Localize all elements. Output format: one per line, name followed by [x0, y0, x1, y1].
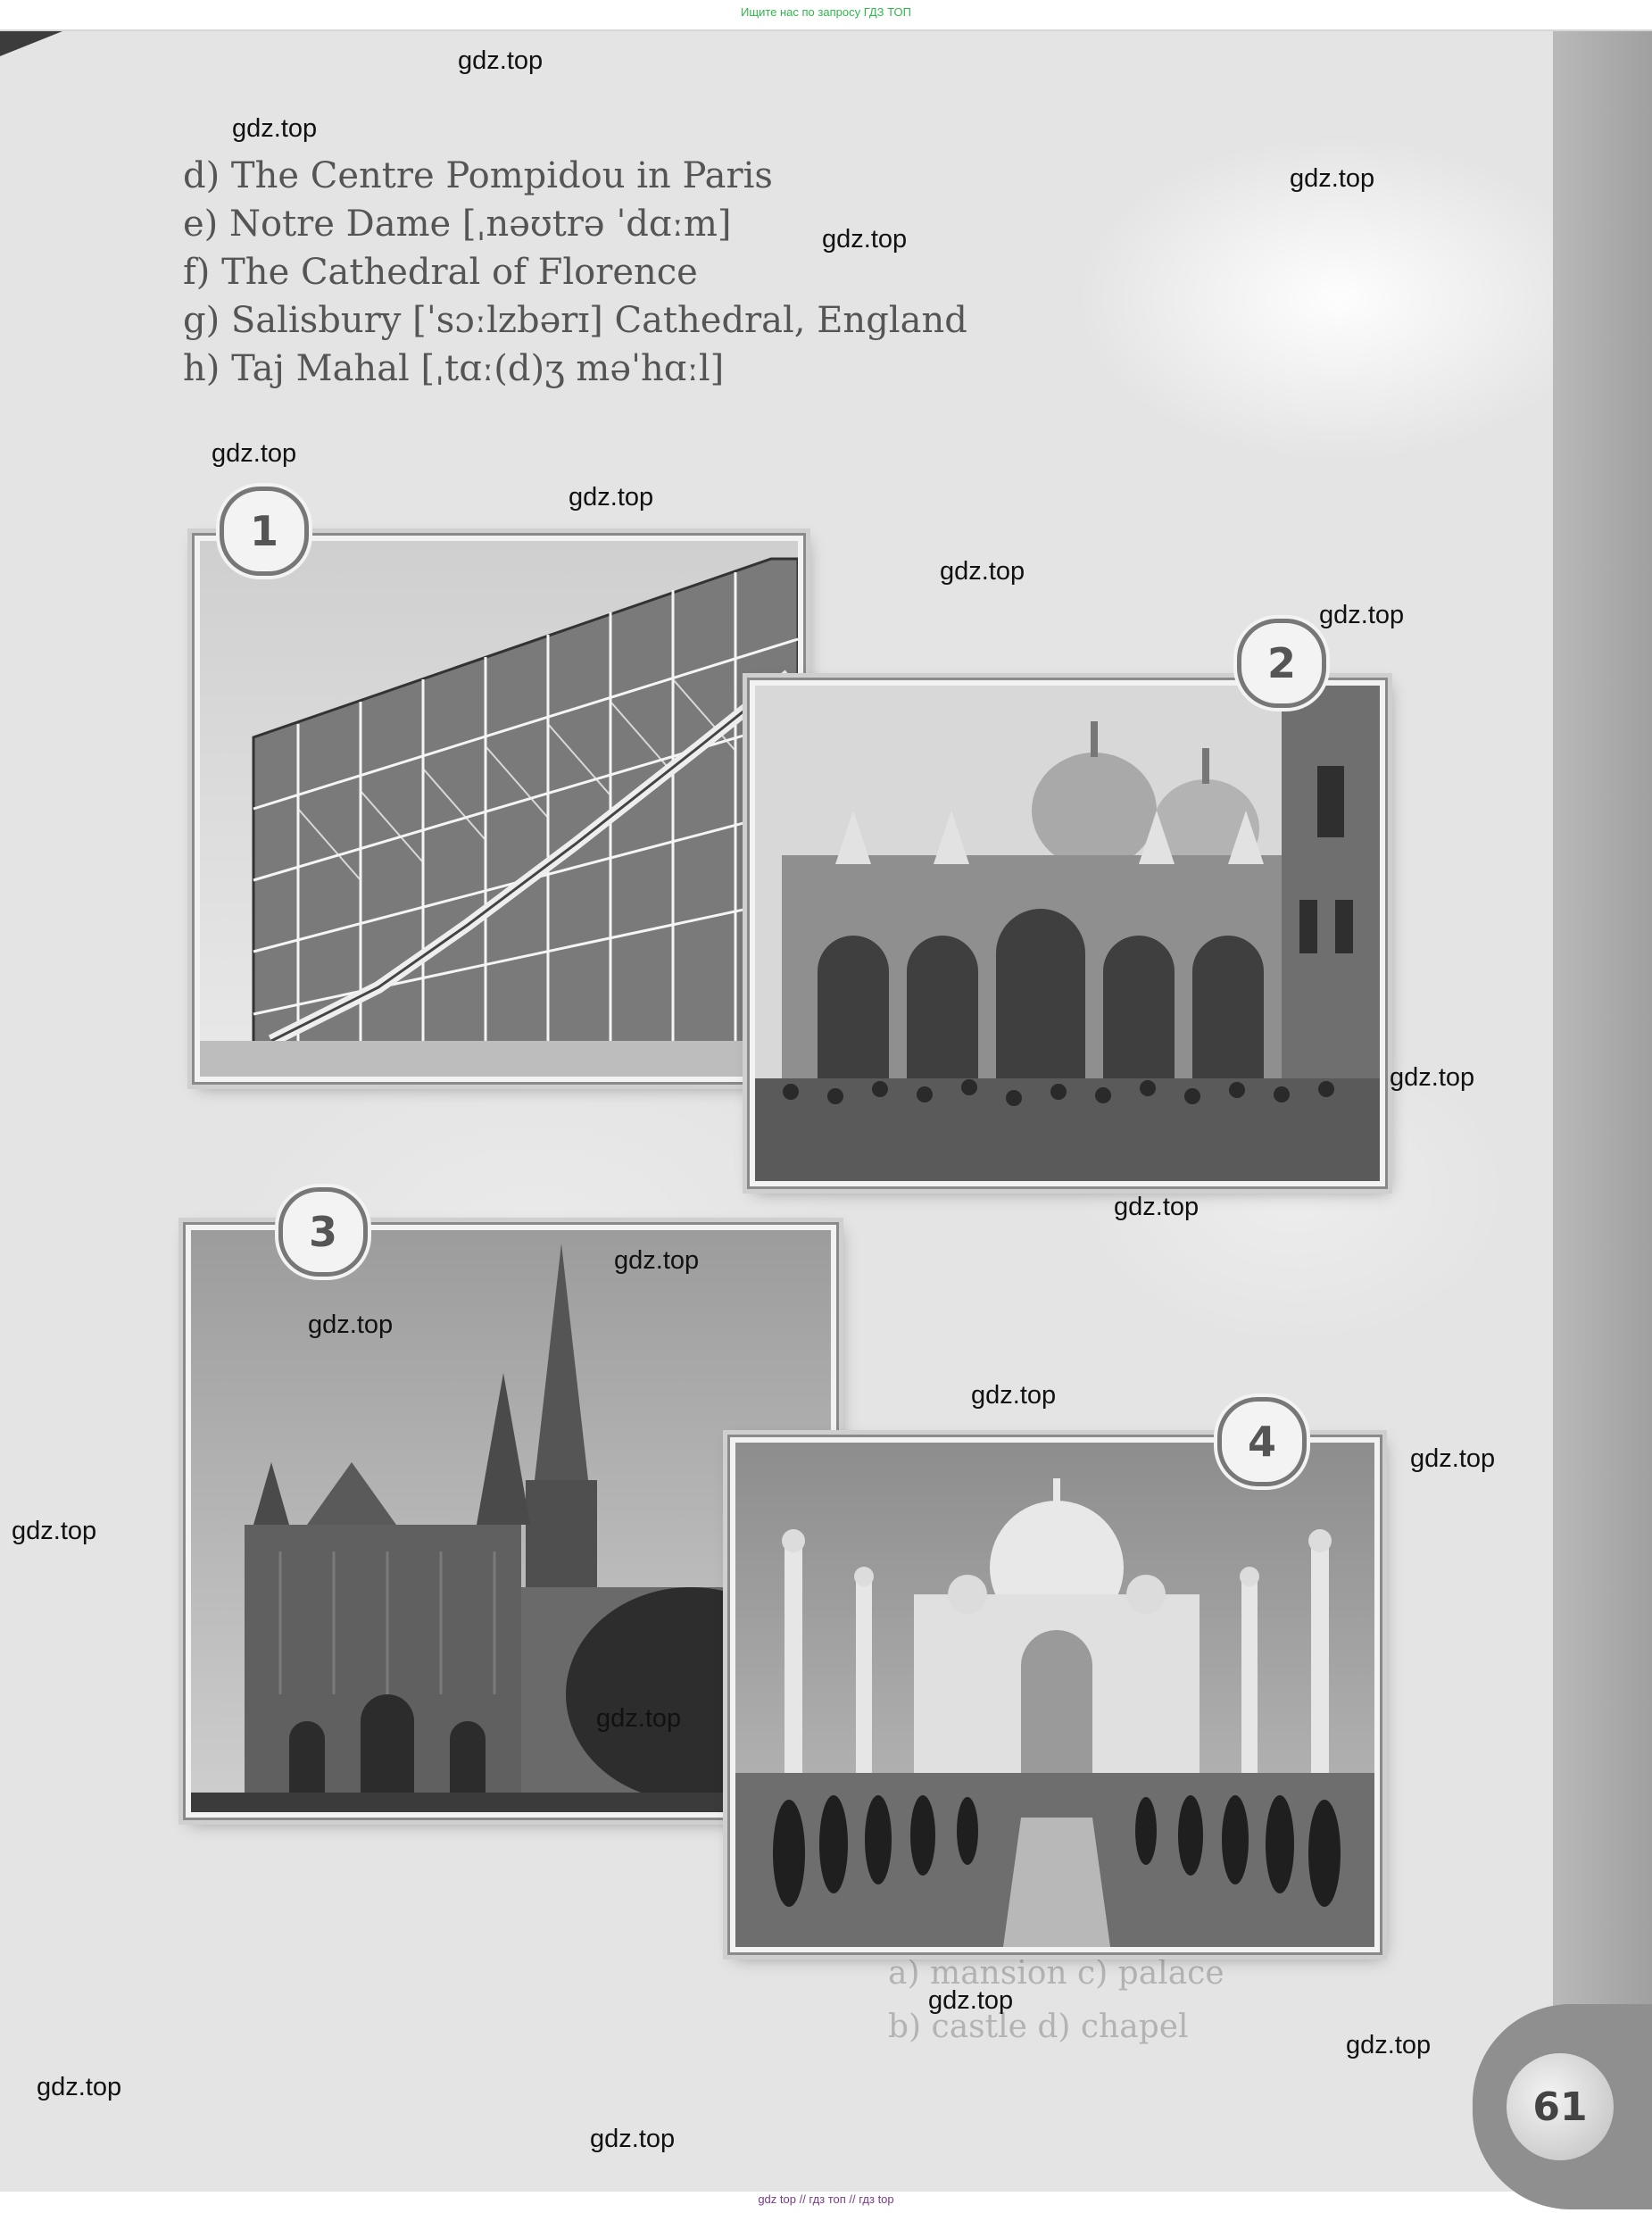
photo-taj-mahal — [730, 1437, 1380, 1952]
faded-text: a) mansion c) palace — [888, 1955, 1224, 1992]
watermark: gdz.top — [232, 114, 318, 143]
watermark: gdz.top — [928, 1986, 1014, 2015]
list-item: h) Taj Mahal [ˌtɑː(d)ʒ məˈhɑːl] — [183, 348, 725, 389]
list-item: d) The Centre Pompidou in Paris — [183, 155, 773, 196]
watermark: gdz.top — [458, 46, 544, 75]
photo-number-badge: 2 — [1237, 619, 1326, 708]
centre-pompidou-illustration — [200, 541, 798, 1077]
watermark: gdz.top — [614, 1246, 700, 1275]
watermark: gdz.top — [822, 225, 908, 254]
page-edge-strip — [1553, 31, 1652, 2192]
list-item: f) The Cathedral of Florence — [183, 252, 698, 293]
landmark-list — [183, 152, 967, 393]
watermark: gdz.top — [1290, 164, 1375, 193]
watermark: gdz.top — [37, 2073, 122, 2101]
list-item: g) Salisbury [ˈsɔːlzbərɪ] Cathedral, England — [183, 300, 967, 341]
photo-number-badge: 4 — [1217, 1397, 1307, 1486]
taj-mahal-illustration — [735, 1443, 1374, 1947]
watermark: gdz.top — [1390, 1063, 1475, 1092]
photo-number-badge: 3 — [278, 1187, 368, 1277]
photo-centre-pompidou — [195, 536, 803, 1082]
watermark: gdz.top — [940, 557, 1025, 586]
watermark: gdz.top — [590, 2125, 676, 2153]
watermark: gdz.top — [569, 483, 654, 512]
watermark: gdz.top — [971, 1381, 1057, 1410]
watermark: gdz.top — [1114, 1193, 1200, 1221]
photo-st-marks-basilica — [750, 680, 1385, 1186]
st-marks-illustration — [755, 686, 1380, 1181]
watermark: gdz.top — [212, 439, 297, 468]
page-number: 61 — [1507, 2053, 1614, 2160]
watermark: gdz.top — [1410, 1444, 1496, 1473]
top-banner[interactable]: Ищите нас по запросу ГДЗ ТОП — [741, 5, 911, 19]
bottom-banner[interactable]: gdz top // гдз топ // гдз top — [758, 2192, 894, 2206]
watermark: gdz.top — [1346, 2031, 1432, 2059]
page-corner-shadow — [0, 31, 62, 56]
watermark: gdz.top — [308, 1310, 394, 1339]
watermark: gdz.top — [1319, 601, 1405, 629]
photo-number-badge: 1 — [220, 487, 309, 576]
watermark: gdz.top — [596, 1704, 682, 1733]
watermark: gdz.top — [12, 1517, 97, 1545]
list-item: e) Notre Dame [ˌnəʊtrə ˈdɑːm] — [183, 204, 732, 245]
faded-text: b) castle d) chapel — [888, 2009, 1189, 2045]
